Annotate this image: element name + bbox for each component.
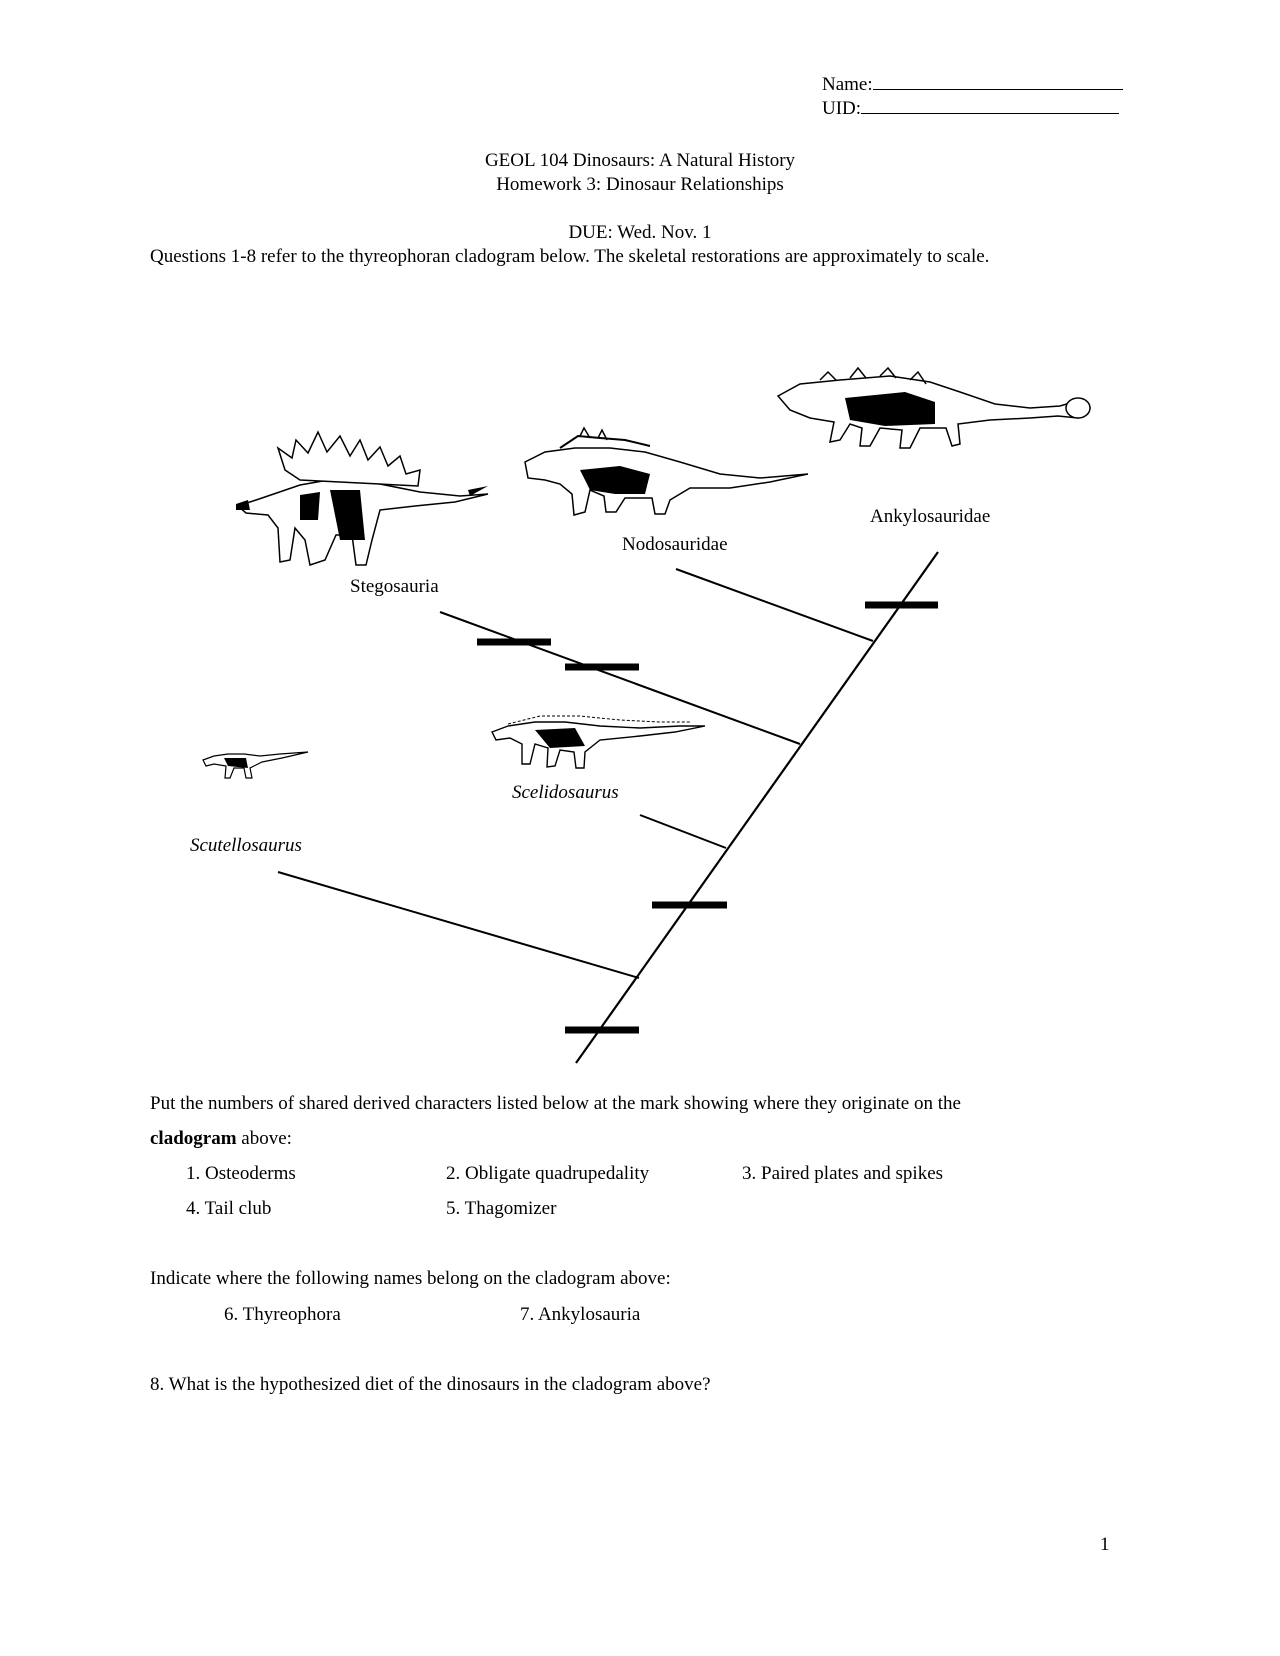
cladogram-trunk: [576, 552, 938, 1063]
course-title: GEOL 104 Dinosaurs: A Natural History: [484, 150, 796, 171]
instructions-part2: Indicate where the following names belong on the cladogram above:: [150, 1268, 671, 1289]
instructions-part1-post: above:: [236, 1128, 292, 1149]
name-6: 6. Thyreophora: [224, 1304, 341, 1325]
name-7: 7. Ankylosauria: [520, 1304, 641, 1325]
label-ankylosauridae: Ankylosauridae: [870, 506, 991, 527]
character-5: 5. Thagomizer: [446, 1198, 557, 1219]
intro-text: Questions 1-8 refer to the thyreophoran cladogram below. The skeletal restorations are approximately to scale.: [150, 246, 990, 267]
name-field[interactable]: Name:: [822, 73, 1123, 97]
assignment-title: Homework 3: Dinosaur Relationships: [496, 174, 784, 195]
scutellosaurus-illustration: [203, 752, 308, 778]
branch-scutellosaurus: [278, 872, 639, 978]
character-4: 4. Tail club: [186, 1198, 272, 1219]
branch-nodosauridae: [676, 569, 873, 641]
character-3: 3. Paired plates and spikes: [742, 1163, 944, 1184]
label-scelidosaurus: Scelidosaurus: [512, 782, 619, 803]
stegosaur-illustration: [236, 432, 488, 565]
ankylosaur-illustration: [778, 368, 1090, 448]
question-8: 8. What is the hypothesized diet of the dinosaurs in the cladogram above?: [150, 1374, 711, 1395]
instructions-part1: Put the numbers of shared derived characters listed below at the mark showing where they originate on the: [150, 1093, 961, 1114]
instructions-part1-end: [150, 1128, 292, 1151]
branch-scelidosaurus: [640, 815, 726, 848]
due-date: DUE: Wed. Nov. 1: [568, 222, 712, 243]
page-number: 1: [1100, 1534, 1110, 1555]
nodosaur-illustration: [525, 428, 808, 515]
character-2: 2. Obligate quadrupedality: [446, 1163, 650, 1184]
uid-field[interactable]: UID:: [822, 97, 1119, 121]
label-scutellosaurus: Scutellosaurus: [190, 835, 302, 856]
label-nodosauridae: Nodosauridae: [622, 534, 728, 555]
branch-stegosauria: [440, 612, 800, 744]
scelidosaurus-illustration: [492, 716, 705, 768]
character-1: 1. Osteoderms: [186, 1163, 296, 1184]
bold-cladogram: cladogram: [150, 1128, 237, 1149]
label-stegosauria: Stegosauria: [350, 576, 439, 597]
